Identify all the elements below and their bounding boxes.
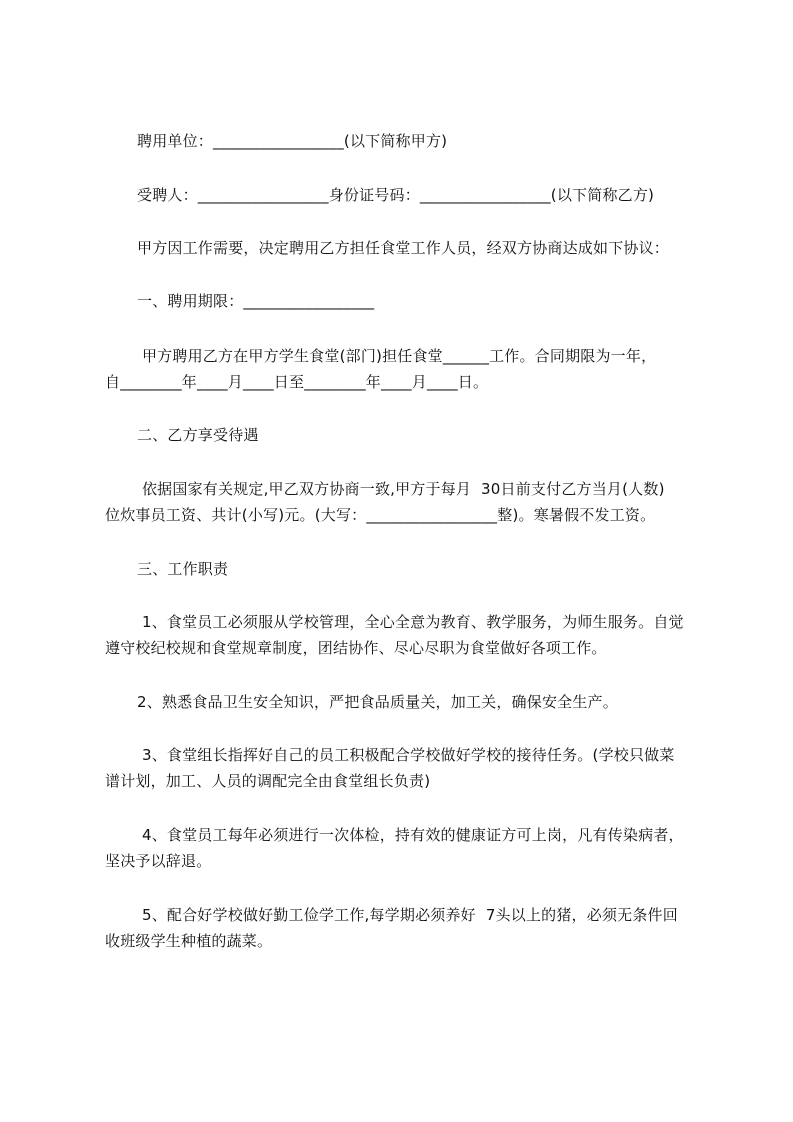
duty2-line1: 2、熟悉食品卫生安全知识，严把食品质量关，加工关，确保安全生产。 bbox=[137, 693, 618, 711]
section1-line1: 甲方聘用乙方在甲方学生食堂(部门)担任食堂______工作。合同期限为一年， bbox=[137, 347, 657, 365]
section2-line1: 依据国家有关规定,甲乙双方协商一致,甲方于每月 30日前支付乙方当月(人数) bbox=[137, 480, 665, 498]
section3-heading: 三、工作职责 bbox=[137, 560, 229, 578]
section1-heading: 一、聘用期限：_________________ bbox=[137, 292, 375, 310]
section2-heading: 二、乙方享受待遇 bbox=[137, 426, 259, 444]
duty1-line1: 1、食堂员工必须服从学校管理，全心全意为教育、教学服务，为师生服务。自觉 bbox=[137, 613, 684, 631]
duty3-line1: 3、食堂组长指挥好自己的员工积极配合学校做好学校的接待任务。(学校只做菜 bbox=[137, 746, 675, 764]
section2-line2: 位炊事员工资、共计(小写)元。(大写：_________________整)。寒暑假不发工资。 bbox=[105, 506, 656, 524]
duty1-line2: 遵守校纪校规和食堂规章制度，团结协作、尽心尽职为食堂做好各项工作。 bbox=[105, 639, 607, 657]
duty5-line1: 5、配合好学校做好勤工俭学工作,每学期必须养好 7头以上的猪，必须无条件回 bbox=[137, 906, 678, 924]
duty5-line2: 收班级学生种植的蔬菜。 bbox=[105, 932, 273, 950]
duty4-line2: 坚决予以辞退。 bbox=[105, 852, 212, 870]
employee-line: 受聘人：_________________身份证号码：_________________(以下简称乙方) bbox=[137, 186, 655, 204]
duty4-line1: 4、食堂员工每年必须进行一次体检，持有效的健康证方可上岗，凡有传染病者， bbox=[137, 826, 684, 844]
intro-paragraph: 甲方因工作需要，决定聘用乙方担任食堂工作人员，经双方协商达成如下协议： bbox=[137, 239, 670, 257]
section1-line2: 自________年____月____日至________年____月____日。 bbox=[105, 373, 489, 391]
employer-line: 聘用单位：_________________(以下简称甲方) bbox=[137, 132, 448, 150]
duty3-line2: 谱计划，加工、人员的调配完全由食堂组长负责) bbox=[105, 772, 431, 790]
